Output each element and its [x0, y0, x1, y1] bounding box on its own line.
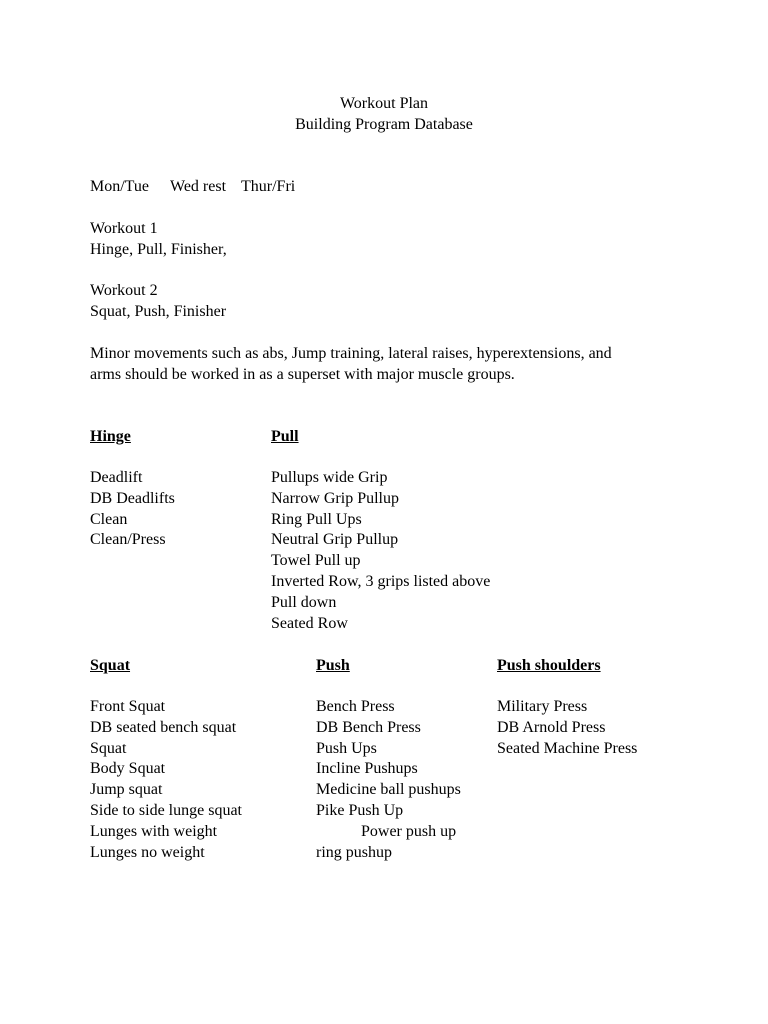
squat-heading: Squat	[90, 657, 131, 674]
squat-list	[90, 697, 242, 863]
list-item: Lunges no weight	[90, 843, 205, 861]
list-item: Bench Press	[316, 698, 395, 715]
workout1-label: Workout 1	[90, 220, 158, 237]
push-shoulders-heading: Push shoulders	[497, 657, 601, 674]
pull-heading: Pull	[271, 428, 299, 445]
list-item: Body Squat	[90, 760, 166, 778]
list-item: Inverted Row, 3 grips listed above	[271, 572, 491, 590]
list-item: Medicine ball pushups	[316, 781, 461, 799]
pull-list	[271, 468, 490, 634]
push-list	[316, 697, 461, 863]
push-shoulders-list	[497, 697, 637, 759]
schedule-wed: Wed rest	[170, 178, 227, 195]
schedule-mon-tue: Mon/Tue	[90, 178, 149, 195]
list-item: Side to side lunge squat	[90, 801, 242, 819]
list-item: Deadlift	[90, 469, 143, 486]
list-item: Narrow Grip Pullup	[271, 489, 399, 507]
list-item: DB Deadlifts	[90, 489, 175, 507]
list-item: DB seated bench squat	[90, 718, 237, 736]
workout2-items: Squat, Push, Finisher	[90, 303, 227, 320]
list-item: Clean	[90, 510, 128, 528]
list-item: Incline Pushups	[316, 760, 418, 778]
list-item: Jump squat	[90, 781, 163, 799]
list-item: Military Press	[497, 698, 588, 715]
list-item: Power push up	[361, 822, 457, 840]
schedule-thur-fri: Thur/Fri	[241, 178, 296, 195]
list-item: Push Ups	[316, 739, 377, 757]
list-item: Ring Pull Ups	[271, 510, 362, 528]
list-item: DB Bench Press	[316, 718, 421, 736]
list-item: Lunges with weight	[90, 822, 218, 840]
list-item: Neutral Grip Pullup	[271, 531, 399, 549]
workout1-items: Hinge, Pull, Finisher,	[90, 241, 227, 258]
list-item: Seated Machine Press	[497, 739, 638, 757]
list-item: Squat	[90, 739, 127, 757]
note-line-1: Minor movements such as abs, Jump training, lateral raises, hyperextensions, and	[90, 345, 612, 362]
note-line-2: arms should be worked in as a superset with major muscle groups.	[90, 366, 515, 383]
list-item: Clean/Press	[90, 531, 166, 549]
list-item: Pike Push Up	[316, 801, 404, 819]
list-item: Pull down	[271, 593, 337, 611]
doc-title: Workout Plan	[339, 95, 429, 112]
list-item: Front Squat	[90, 698, 166, 715]
hinge-heading: Hinge	[90, 428, 131, 445]
list-item: Towel Pull up	[271, 552, 361, 570]
list-item: Pullups wide Grip	[271, 469, 388, 486]
hinge-list	[90, 468, 175, 551]
workout2-label: Workout 2	[90, 282, 158, 299]
list-item: DB Arnold Press	[497, 718, 606, 736]
doc-subtitle: Building Program Database	[295, 116, 473, 133]
list-item: ring pushup	[316, 843, 392, 861]
list-item: Seated Row	[271, 614, 348, 632]
push-heading: Push	[316, 657, 350, 674]
